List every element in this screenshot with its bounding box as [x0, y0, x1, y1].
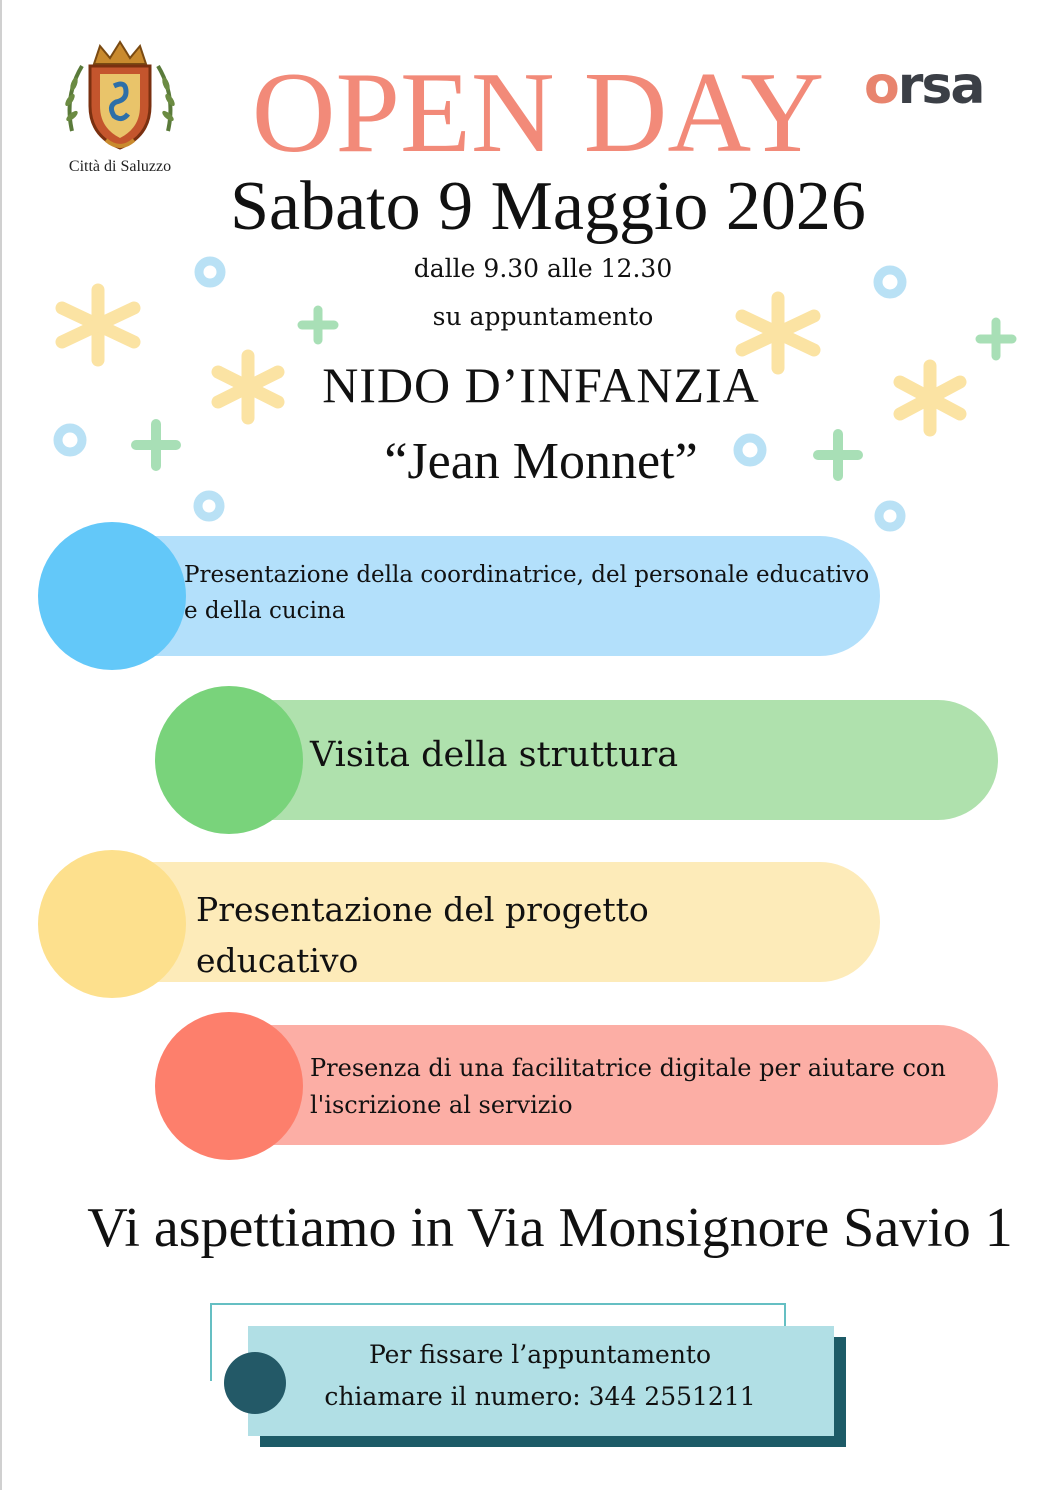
yellow-star-icon [218, 356, 278, 418]
orsa-logo: orsa [864, 56, 984, 116]
yellow-star-icon [742, 298, 814, 368]
activity-text-3: Presentazione del progetto educativo [196, 890, 649, 981]
decorative-confetti [0, 0, 1056, 560]
green-plus-icon [980, 322, 1012, 356]
activity-text-4: Presenza di una facilitatrice digitale per aiutare con l'iscrizione al servizio [310, 1054, 946, 1120]
activity-dot-3 [38, 850, 186, 998]
green-plus-icon [302, 310, 334, 340]
activity-text-2: Visita della struttura [310, 735, 679, 775]
contact-phone-line: chiamare il numero: 344 2551211 [324, 1382, 756, 1411]
green-plus-icon [818, 434, 858, 476]
address-line: Vi aspettiamo in Via Monsignore Savio 1 [87, 1197, 1013, 1259]
appointment-note: su appuntamento [432, 302, 654, 331]
activity-dot-2 [155, 686, 303, 834]
event-time: dalle 9.30 alle 12.30 [413, 254, 673, 283]
contact-line-1: Per fissare l’appuntamento [368, 1340, 712, 1369]
activity-text-1: Presentazione della coordinatrice, del personale educativo e della cucina [184, 562, 870, 624]
yellow-star-icon [900, 366, 960, 430]
yellow-star-icon [62, 290, 134, 360]
crest-caption: Città di Saluzzo [68, 158, 172, 175]
school-type: NIDO D’INFANZIA [322, 357, 760, 413]
activity-dot-4 [155, 1012, 303, 1160]
activity-dot-1 [38, 522, 186, 670]
green-plus-icon [136, 424, 176, 466]
school-name: “Jean Monnet” [384, 433, 698, 490]
event-date: Sabato 9 Maggio 2026 [230, 168, 866, 245]
event-title: OPEN DAY [251, 49, 825, 177]
